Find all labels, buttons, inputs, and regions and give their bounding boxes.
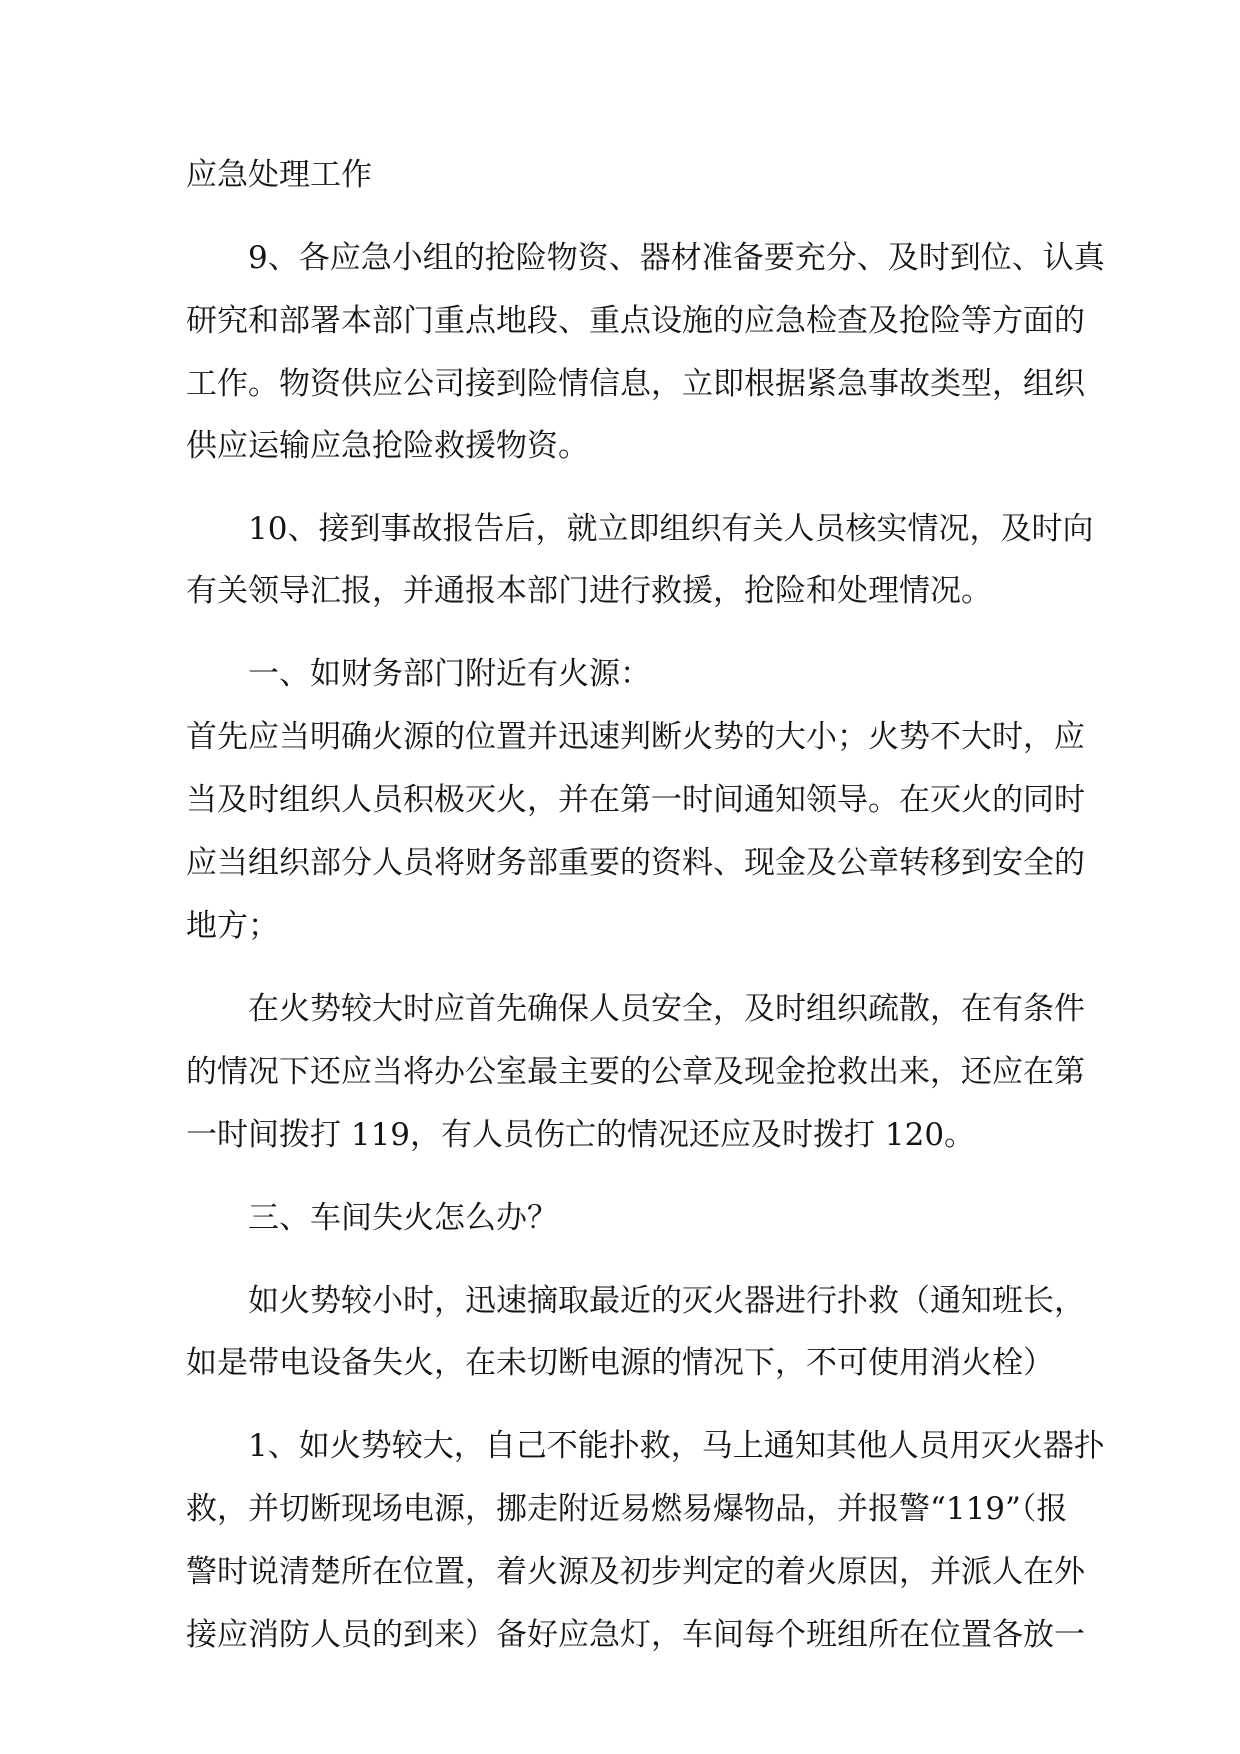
- text-line: 警时说清楚所在位置，着火源及初步判定的着火原因，并派人在外: [186, 1554, 1085, 1590]
- text-line: 首先应当明确火源的位置并迅速判断火势的大小；火势不大时，应: [186, 719, 1085, 755]
- text-line: 应当组织部分人员将财务部重要的资料、现金及公章转移到安全的: [186, 845, 1085, 881]
- paragraph-first-line: 如火势较小时，迅速摘取最近的灭火器进行扑救（通知班长，: [248, 1283, 1085, 1319]
- text-line: 一时间拨打 119，有人员伤亡的情况还应及时拨打 120。: [186, 1117, 976, 1153]
- text-line: 的情况下还应当将办公室最主要的公章及现金抢救出来，还应在第: [186, 1054, 1085, 1090]
- text-line: 研究和部署本部门重点地段、重点设施的应急检查及抢险等方面的: [186, 303, 1085, 339]
- text-line: 地方；: [186, 908, 279, 944]
- text-line: 工作。物资供应公司接到险情信息，立即根据紧急事故类型，组织: [186, 366, 1085, 402]
- section-heading: 一、如财务部门附近有火源：: [248, 656, 651, 692]
- text-line: 应急处理工作: [186, 157, 372, 193]
- text-line: 供应运输应急抢险救援物资。: [186, 428, 589, 464]
- text-line: 如是带电设备失火，在未切断电源的情况下，不可使用消火栓）: [186, 1345, 1054, 1381]
- text-line: 当及时组织人员积极灭火，并在第一时间通知领导。在灭火的同时: [186, 782, 1085, 818]
- paragraph-first-line: 在火势较大时应首先确保人员安全，及时组织疏散，在有条件: [248, 991, 1085, 1027]
- paragraph-first-line: 9、各应急小组的抢险物资、器材准备要充分、及时到位、认真: [248, 240, 1105, 276]
- paragraph-first-line: 10、接到事故报告后，就立即组织有关人员核实情况，及时向: [248, 511, 1094, 547]
- text-line: 有关领导汇报，并通报本部门进行救援，抢险和处理情况。: [186, 573, 992, 609]
- text-line: 接应消防人员的到来）备好应急灯，车间每个班组所在位置各放一: [186, 1617, 1085, 1653]
- text-line: 救，并切断现场电源，挪走附近易燃易爆物品，并报警“119”（报: [186, 1491, 1068, 1527]
- paragraph-first-line: 1、如火势较大，自己不能扑救，马上通知其他人员用灭火器扑: [248, 1428, 1105, 1464]
- section-heading: 三、车间失火怎么办？: [248, 1200, 558, 1236]
